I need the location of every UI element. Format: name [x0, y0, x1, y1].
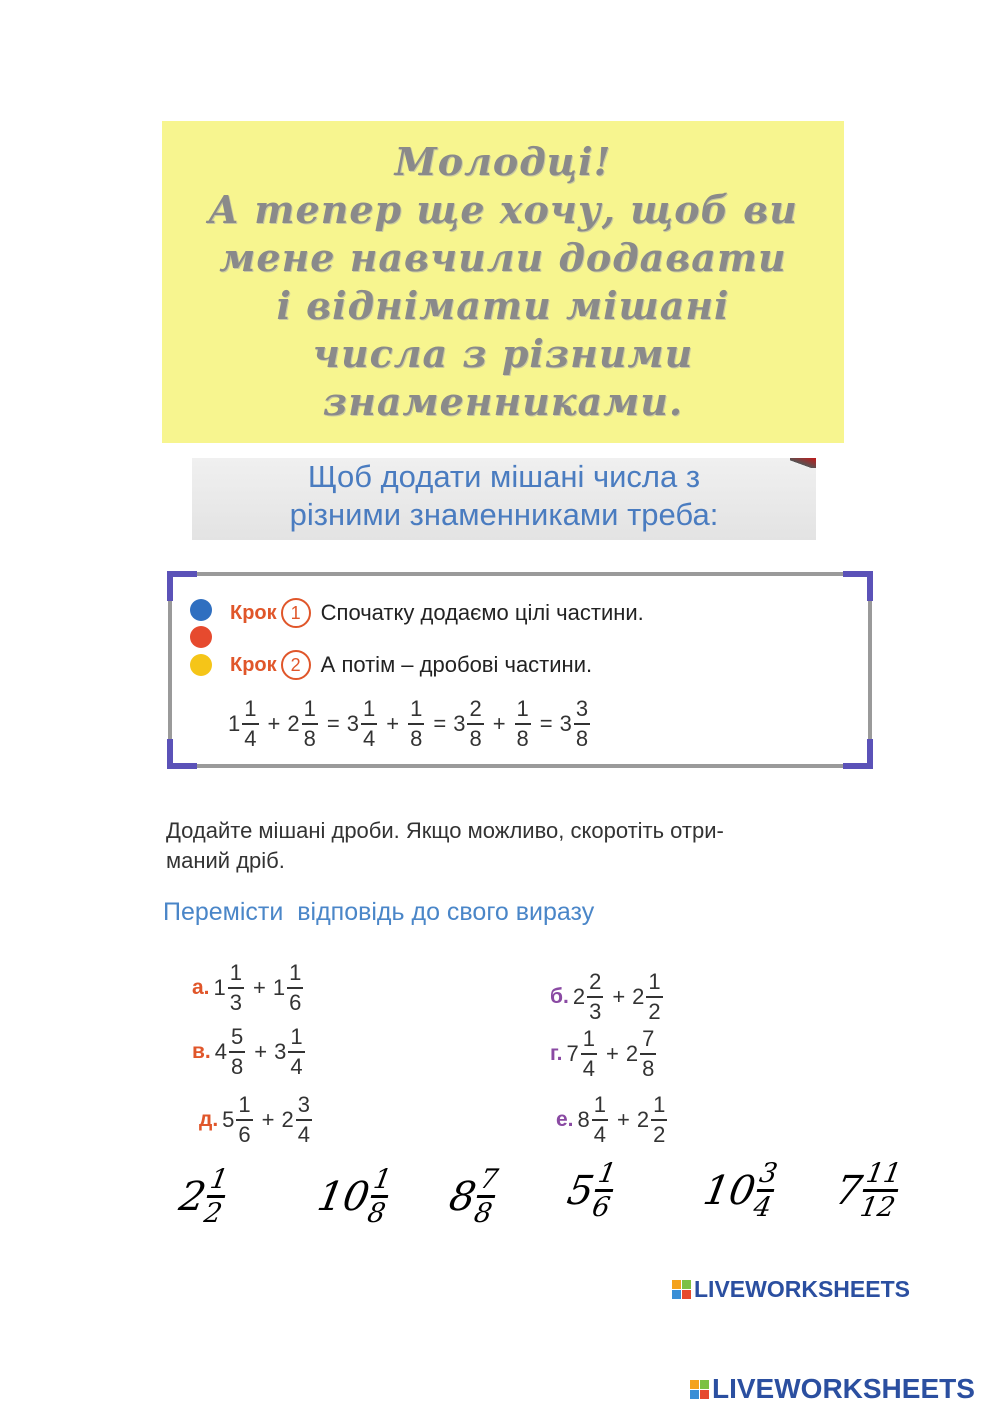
- whole: 3: [346, 711, 359, 736]
- whole: 1: [272, 975, 286, 1000]
- denominator: 8: [574, 723, 590, 750]
- fraction: [361, 698, 377, 750]
- answer-numerator: 1: [371, 1164, 394, 1195]
- answer-denominator: 2: [202, 1195, 225, 1227]
- denominator: 8: [408, 723, 424, 750]
- fraction: [574, 698, 590, 750]
- answer-whole: 8: [445, 1173, 480, 1220]
- steps-frame: [168, 572, 872, 768]
- red-dot-icon: [190, 626, 212, 648]
- banner-line: числа з різними: [312, 331, 694, 376]
- equals-sign: =: [433, 711, 447, 736]
- logo-text: LIVEWORKSHEETS: [712, 1373, 975, 1404]
- step-text: Спочатку додаємо цілі частини.: [320, 600, 644, 625]
- banner-line: А тепер ще хочу, щоб ви: [208, 187, 798, 232]
- numerator: 1: [516, 696, 529, 721]
- answer-numerator: 7: [477, 1164, 501, 1195]
- denominator: 8: [229, 1051, 245, 1078]
- answer-numerator: 3: [757, 1158, 780, 1189]
- fraction: [640, 1028, 656, 1080]
- exercise-d-drop-target[interactable]: [199, 1094, 314, 1146]
- whole: 2: [281, 1107, 294, 1132]
- denominator: 8: [467, 723, 483, 750]
- denominator: 4: [296, 1119, 312, 1146]
- fraction: [651, 1094, 667, 1146]
- denominator: 3: [587, 996, 603, 1023]
- denominator: 6: [287, 987, 303, 1014]
- fraction: [646, 971, 662, 1023]
- draggable-answer[interactable]: [313, 1166, 394, 1227]
- step-keyword: Крок: [230, 601, 277, 624]
- exercise-label: д.: [199, 1108, 219, 1131]
- denominator: 4: [592, 1119, 608, 1146]
- exercise-label: в.: [192, 1040, 211, 1063]
- answer-denominator: 8: [472, 1195, 495, 1227]
- whole: 3: [453, 711, 466, 736]
- denominator: 2: [646, 996, 662, 1023]
- numerator: 5: [231, 1024, 244, 1049]
- step-keyword: Крок: [230, 653, 277, 676]
- liveworksheets-logo-icon: [690, 1380, 709, 1399]
- answer-denominator: 6: [590, 1189, 613, 1221]
- frame-corner: [843, 739, 873, 769]
- numerator: 1: [229, 960, 243, 985]
- liveworksheets-logo: [690, 1373, 975, 1405]
- plus-sign: +: [254, 1039, 268, 1064]
- numerator: 2: [589, 969, 602, 994]
- task-line: Додайте мішані дроби. Якщо можливо, скоротіть отри-: [166, 818, 724, 843]
- answer-whole: 2: [175, 1173, 210, 1220]
- denominator: 4: [242, 723, 258, 750]
- fraction: [296, 1094, 312, 1146]
- whole: 7: [566, 1041, 579, 1066]
- fraction: [228, 962, 244, 1014]
- numerator: 2: [469, 696, 482, 721]
- draggable-answer[interactable]: [445, 1166, 500, 1227]
- plus-sign: +: [386, 711, 400, 736]
- drag-instruction: Перемісти відповідь до свого виразу: [163, 898, 595, 926]
- answer-numerator: 1: [207, 1164, 231, 1195]
- draggable-answer[interactable]: [563, 1160, 618, 1221]
- numerator: 1: [238, 1092, 251, 1117]
- banner-line: і віднімати мішані: [276, 283, 730, 328]
- answer-numerator: 1: [595, 1158, 619, 1189]
- numerator: 1: [410, 696, 423, 721]
- equals-sign: =: [326, 711, 340, 736]
- step-1: [230, 598, 644, 628]
- answer-denominator: 4: [752, 1189, 775, 1221]
- whole: 8: [577, 1107, 590, 1132]
- whole: 3: [559, 711, 572, 736]
- numerator: 1: [303, 696, 316, 721]
- fraction: [587, 971, 603, 1023]
- rule-heading-line: різними знаменниками треба:: [289, 497, 719, 532]
- exercise-e-drop-target[interactable]: [556, 1094, 669, 1146]
- numerator: 1: [362, 696, 376, 721]
- fraction: [592, 1094, 608, 1146]
- frame-corner: [167, 739, 197, 769]
- denominator: 8: [515, 723, 531, 750]
- plus-sign: +: [617, 1107, 630, 1132]
- numerator: 1: [289, 960, 302, 985]
- answer-whole: 10: [699, 1167, 759, 1214]
- numerator: 1: [593, 1092, 607, 1117]
- fraction: [229, 1026, 245, 1078]
- worked-example: [228, 698, 592, 750]
- blue-dot-icon: [190, 599, 212, 621]
- answer-whole: 5: [563, 1167, 598, 1214]
- liveworksheets-logo-icon: [672, 1280, 691, 1299]
- plus-sign: +: [612, 984, 626, 1009]
- whole: 2: [632, 984, 645, 1009]
- exercise-label: е.: [556, 1108, 574, 1131]
- plus-sign: +: [253, 975, 266, 1000]
- fraction: [408, 698, 424, 750]
- logo-text: LIVEWORKSHEETS: [694, 1276, 910, 1302]
- denominator: 2: [651, 1119, 667, 1146]
- step-text: А потім – дробові частини.: [320, 652, 593, 677]
- numerator: 1: [648, 969, 661, 994]
- plus-sign: +: [261, 1107, 275, 1132]
- banner-line: Молодці!: [394, 139, 612, 184]
- plus-sign: +: [605, 1041, 619, 1066]
- answer-denominator: 12: [858, 1189, 898, 1221]
- frame-corner: [843, 571, 873, 601]
- exercise-b-drop-target[interactable]: [550, 971, 665, 1023]
- numerator: 3: [297, 1092, 311, 1117]
- numerator: 1: [653, 1092, 666, 1117]
- denominator: 3: [228, 987, 244, 1014]
- numerator: 1: [244, 696, 257, 721]
- denominator: 8: [302, 723, 318, 750]
- intro-banner: [162, 121, 844, 443]
- corner-decoration: [790, 458, 816, 468]
- liveworksheets-logo: [672, 1276, 910, 1303]
- task-description: [166, 816, 846, 876]
- fraction: [302, 698, 318, 750]
- rule-heading: [192, 458, 816, 540]
- fraction: [242, 698, 258, 750]
- exercise-a-drop-target[interactable]: [192, 962, 305, 1014]
- fraction: [287, 962, 303, 1014]
- numerator: 1: [290, 1024, 303, 1049]
- fraction: [288, 1026, 304, 1078]
- answer-numerator: 11: [863, 1158, 904, 1189]
- whole: 1: [213, 975, 226, 1000]
- exercise-label: г.: [550, 1042, 563, 1065]
- exercise-v-drop-target[interactable]: [192, 1026, 307, 1078]
- fraction: [515, 698, 531, 750]
- step-2: [230, 650, 592, 680]
- whole: 1: [228, 711, 241, 736]
- fraction: [467, 698, 483, 750]
- answer-whole: 7: [831, 1167, 866, 1214]
- banner-line: мене навчили додавати: [219, 235, 787, 280]
- answer-denominator: 8: [366, 1195, 389, 1227]
- numerator: 1: [582, 1026, 595, 1051]
- banner-line: знаменниками.: [322, 379, 684, 424]
- denominator: 6: [236, 1119, 252, 1146]
- whole: 5: [222, 1107, 235, 1132]
- denominator: 4: [581, 1053, 597, 1080]
- exercise-label: б.: [550, 985, 569, 1008]
- answer-whole: 10: [313, 1173, 373, 1220]
- yellow-dot-icon: [190, 654, 212, 676]
- fraction: [236, 1094, 252, 1146]
- frame-corner: [167, 571, 197, 601]
- denominator: 4: [361, 723, 377, 750]
- equals-sign: =: [539, 711, 553, 736]
- numerator: 3: [575, 696, 589, 721]
- step-number-badge: 1: [281, 598, 311, 628]
- task-line: маний дріб.: [166, 848, 285, 873]
- exercise-label: а.: [192, 976, 210, 999]
- plus-sign: +: [267, 711, 281, 736]
- rule-heading-line: Щоб додати мішані числа з: [307, 459, 701, 494]
- whole: 2: [287, 711, 300, 736]
- numerator: 7: [642, 1026, 655, 1051]
- fraction: [581, 1028, 597, 1080]
- step-number-badge: 2: [281, 650, 311, 680]
- plus-sign: +: [492, 711, 506, 736]
- draggable-answer[interactable]: [175, 1166, 230, 1227]
- whole: 2: [572, 984, 586, 1009]
- whole: 3: [274, 1039, 287, 1064]
- whole: 2: [636, 1107, 650, 1132]
- exercise-g-drop-target[interactable]: [550, 1028, 658, 1080]
- denominator: 8: [640, 1053, 656, 1080]
- draggable-answer[interactable]: [831, 1160, 904, 1221]
- denominator: 4: [288, 1051, 304, 1078]
- whole: 2: [625, 1041, 639, 1066]
- draggable-answer[interactable]: [699, 1160, 780, 1221]
- whole: 4: [214, 1039, 227, 1064]
